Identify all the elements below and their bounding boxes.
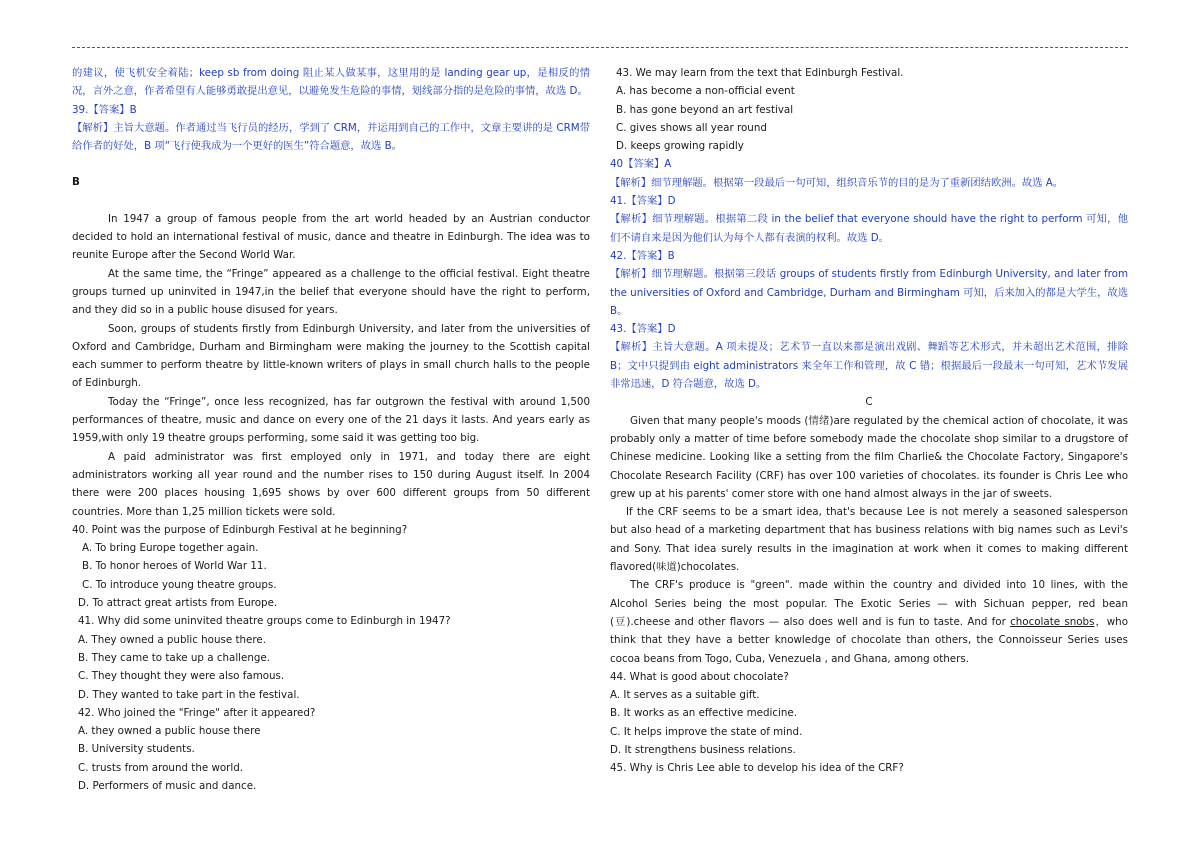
- text: 【解析】主旨大意题。作者通过当飞行员的经历，学到了 CRM，并运用到自己的工作中，文章主要讲的是 CRM: [72, 121, 580, 134]
- passage-c-para-3: [610, 576, 1128, 667]
- text: ，who think that they have a better knowledge of chocolate than others, the Connoisseur Series uses cocoa beans from Togo, Cuba, Venezuela , and Ghana, among others.: [610, 615, 1128, 665]
- question-41-option: D. They wanted to take part in the festival.: [78, 688, 300, 701]
- text: keep sb from doing: [199, 67, 300, 79]
- question-42-option: A. they owned a public house there: [78, 725, 261, 738]
- underlined-phrase: chocolate snobs: [1010, 615, 1095, 628]
- explanation-39: [72, 119, 590, 156]
- text: 来全年工作和管理，故 C 错；根据最后一段最末一句可知，艺术节发展非常迅速，D 符合题意，故选 D。: [610, 359, 1128, 391]
- question-44-option: D. It strengthens business relations.: [610, 743, 796, 756]
- text: 带给作者的好处，B 项“飞行使我成为一个更好的医生”符合题意，故选 B。: [72, 121, 590, 153]
- question-42-option: D. Performers of music and dance.: [78, 779, 257, 792]
- answer-40: 40【答案】A: [610, 158, 672, 171]
- question-41-option: A. They owned a public house there.: [78, 633, 266, 646]
- text: groups of students firstly from Edinburgh University, and later from the universities of Oxford and Cambridge, Durham and Birmingham: [610, 268, 1128, 299]
- question-42: 42. Who joined the "Fringe" after it appeared?: [78, 706, 316, 719]
- text: landing gear up: [444, 67, 527, 79]
- passage-b-para-1: In 1947 a group of famous people from the art world headed by an Austrian conductor decided to hold an international festival of music, dance and theatre in Edinburgh. The idea was to reunite Europe after the Second World War.: [72, 212, 590, 262]
- text: 【解析】细节理解题。根据第三段话: [610, 268, 780, 281]
- passage-b-para-5: A paid administrator was first employed only in 1971, and today there are eight administrators working all year round and the number rises to 150 during August itself. In 2004 there were 200 places housing 1,695 shows by over 600 different groups from 50 different countries. More than 1,25 million tickets were sold.: [72, 450, 590, 518]
- question-43-option: B. has gone beyond an art festival: [616, 103, 794, 116]
- explanation-40: 【解析】细节理解题。根据第一段最后一句可知，组织音乐节的目的是为了重新团结欧洲。故选 A。: [610, 176, 1064, 189]
- text: If the CRF seems to be a smart idea, that's because Lee is not merely a seasoned salesperson but also head of a marketing department that has business relations with big names such as Levi's and Sony. That idea surely results in the imagination at work when it comes to making different flavored(: [610, 506, 1128, 574]
- question-40: 40. Point was the purpose of Edinburgh Festival at he beginning?: [72, 523, 408, 536]
- text: 阻止某人做某事，这里用的是: [299, 67, 445, 79]
- passage-b-para-4: Today the “Fringe”, once less recognized, has far outgrown the festival with around 1,500 performances of theatre, music and dance on every one of the 21 days it lasts. And years early as 1959,with only 19 theatre groups performing, some said it was getting too big.: [72, 395, 590, 445]
- explanation-43: [610, 338, 1128, 393]
- text: )are regulated by the chemical action of chocolate, it was probably only a matter of time before somebody made the chocolate shop similar to a drugstore of Chinese medicine. Looking like a setting from the film Charlie& the Chocolate Factory, Singapore's Chocolate Research Facility (CRF) has over 100 varieties of chocolates. its founder is Chris Lee who grew up at his parents' comer store with one hand almost always in the jar of sweets.: [610, 414, 1128, 500]
- question-40-option: C. To introduce young theatre groups.: [82, 578, 277, 591]
- question-45: 45. Why is Chris Lee able to develop his idea of the CRF?: [610, 762, 904, 775]
- left-column: [72, 64, 590, 795]
- question-44-option: C. It helps improve the state of mind.: [610, 725, 803, 738]
- question-40-option: A. To bring Europe together again.: [82, 542, 259, 555]
- question-41-option: B. They came to take up a challenge.: [78, 651, 271, 664]
- question-43-option: D. keeps growing rapidly: [616, 140, 744, 153]
- text: ).cheese and other flavors — also does well and is fun to taste. And for: [626, 615, 1011, 628]
- question-44-option: A. It serves as a suitable gift.: [610, 689, 760, 702]
- text: 言外之意，作者希望有人能够勇敢提出意见，以避免发生危险的事情，划线部分指的是危险的事情，故选 D。: [92, 85, 588, 98]
- prev-explanation: [72, 64, 590, 101]
- text: 可知，他们不请自来是因为他们认为每个人都有表演的权利。故选 D。: [610, 213, 1128, 244]
- text: 的建议，使飞机安全着陆；: [72, 67, 200, 79]
- explanation-42: [610, 265, 1128, 320]
- text: 【解析】主旨大意题。A 项未提及；艺术节一直以来都是演出戏剧、舞蹈等艺术形式，并未超出艺术范围，排除 B；文中只提到由: [610, 341, 1128, 372]
- question-43-option: C. gives shows all year round: [616, 121, 767, 134]
- passage-c-para-1: [610, 412, 1128, 503]
- answer-39: 39.【答案】B: [72, 103, 137, 116]
- passage-c-para-2: [610, 503, 1128, 576]
- text: 【解析】细节理解题。根据第二段: [610, 213, 772, 226]
- question-42-option: B. University students.: [78, 743, 195, 756]
- text: 可知，后来加入的都是大学生，故选 B。: [610, 286, 1128, 317]
- text: ，是相反的情况，: [72, 67, 591, 98]
- answer-41: 41.【答案】D: [610, 195, 676, 208]
- text: eight administrators: [693, 359, 799, 372]
- text: )chocolates.: [676, 561, 740, 574]
- text: 味道: [656, 561, 677, 574]
- question-40-option: B. To honor heroes of World War 11.: [82, 560, 267, 573]
- text: 豆: [614, 615, 627, 628]
- question-40-option: D. To attract great artists from Europe.: [78, 597, 278, 610]
- question-41-option: C. They thought they were also famous.: [78, 670, 285, 683]
- text: in the belief that everyone should have the right to perform: [771, 213, 1083, 226]
- header-rule: [72, 47, 1128, 48]
- passage-b-para-2: At the same time, the “Fringe” appeared as a challenge to the official festival. Eight theatre groups turned up uninvited in 1947,in the belief that everyone should have the right to perform, and they did so in a public house disused for years.: [72, 267, 590, 317]
- section-title-b: B: [72, 176, 80, 189]
- passage-b-para-3: Soon, groups of students firstly from Edinburgh University, and later from the universities of Oxford and Cambridge, Durham and Birmingham were making the journey to the Scottish capital each summer to perform theatre by little-known writers of plays in small church halls to the people of Edinburgh.: [72, 322, 590, 390]
- answer-42: 42.【答案】B: [610, 249, 675, 262]
- explanation-41: [610, 210, 1128, 247]
- text: The CRF's produce is "green". made within the country and divided into 10 lines, with the Alcohol Series being the most popular. The Exotic Series — with Sichuan pepper, red bean (: [610, 579, 1128, 628]
- question-44-option: B. It works as an effective medicine.: [610, 707, 798, 720]
- answer-43: 43.【答案】D: [610, 323, 676, 336]
- text: 情绪: [808, 414, 830, 427]
- question-42-option: C. trusts from around the world.: [78, 761, 244, 774]
- question-43-option: A. has become a non-official event: [616, 85, 795, 98]
- question-44: 44. What is good about chocolate?: [610, 670, 789, 683]
- section-title-c: C: [865, 396, 873, 409]
- right-column: [610, 64, 1128, 778]
- text: Given that many people's moods (: [630, 414, 809, 427]
- question-41: 41. Why did some uninvited theatre groups come to Edinburgh in 1947?: [78, 615, 451, 628]
- question-43: 43. We may learn from the text that Edinburgh Festival.: [616, 67, 904, 79]
